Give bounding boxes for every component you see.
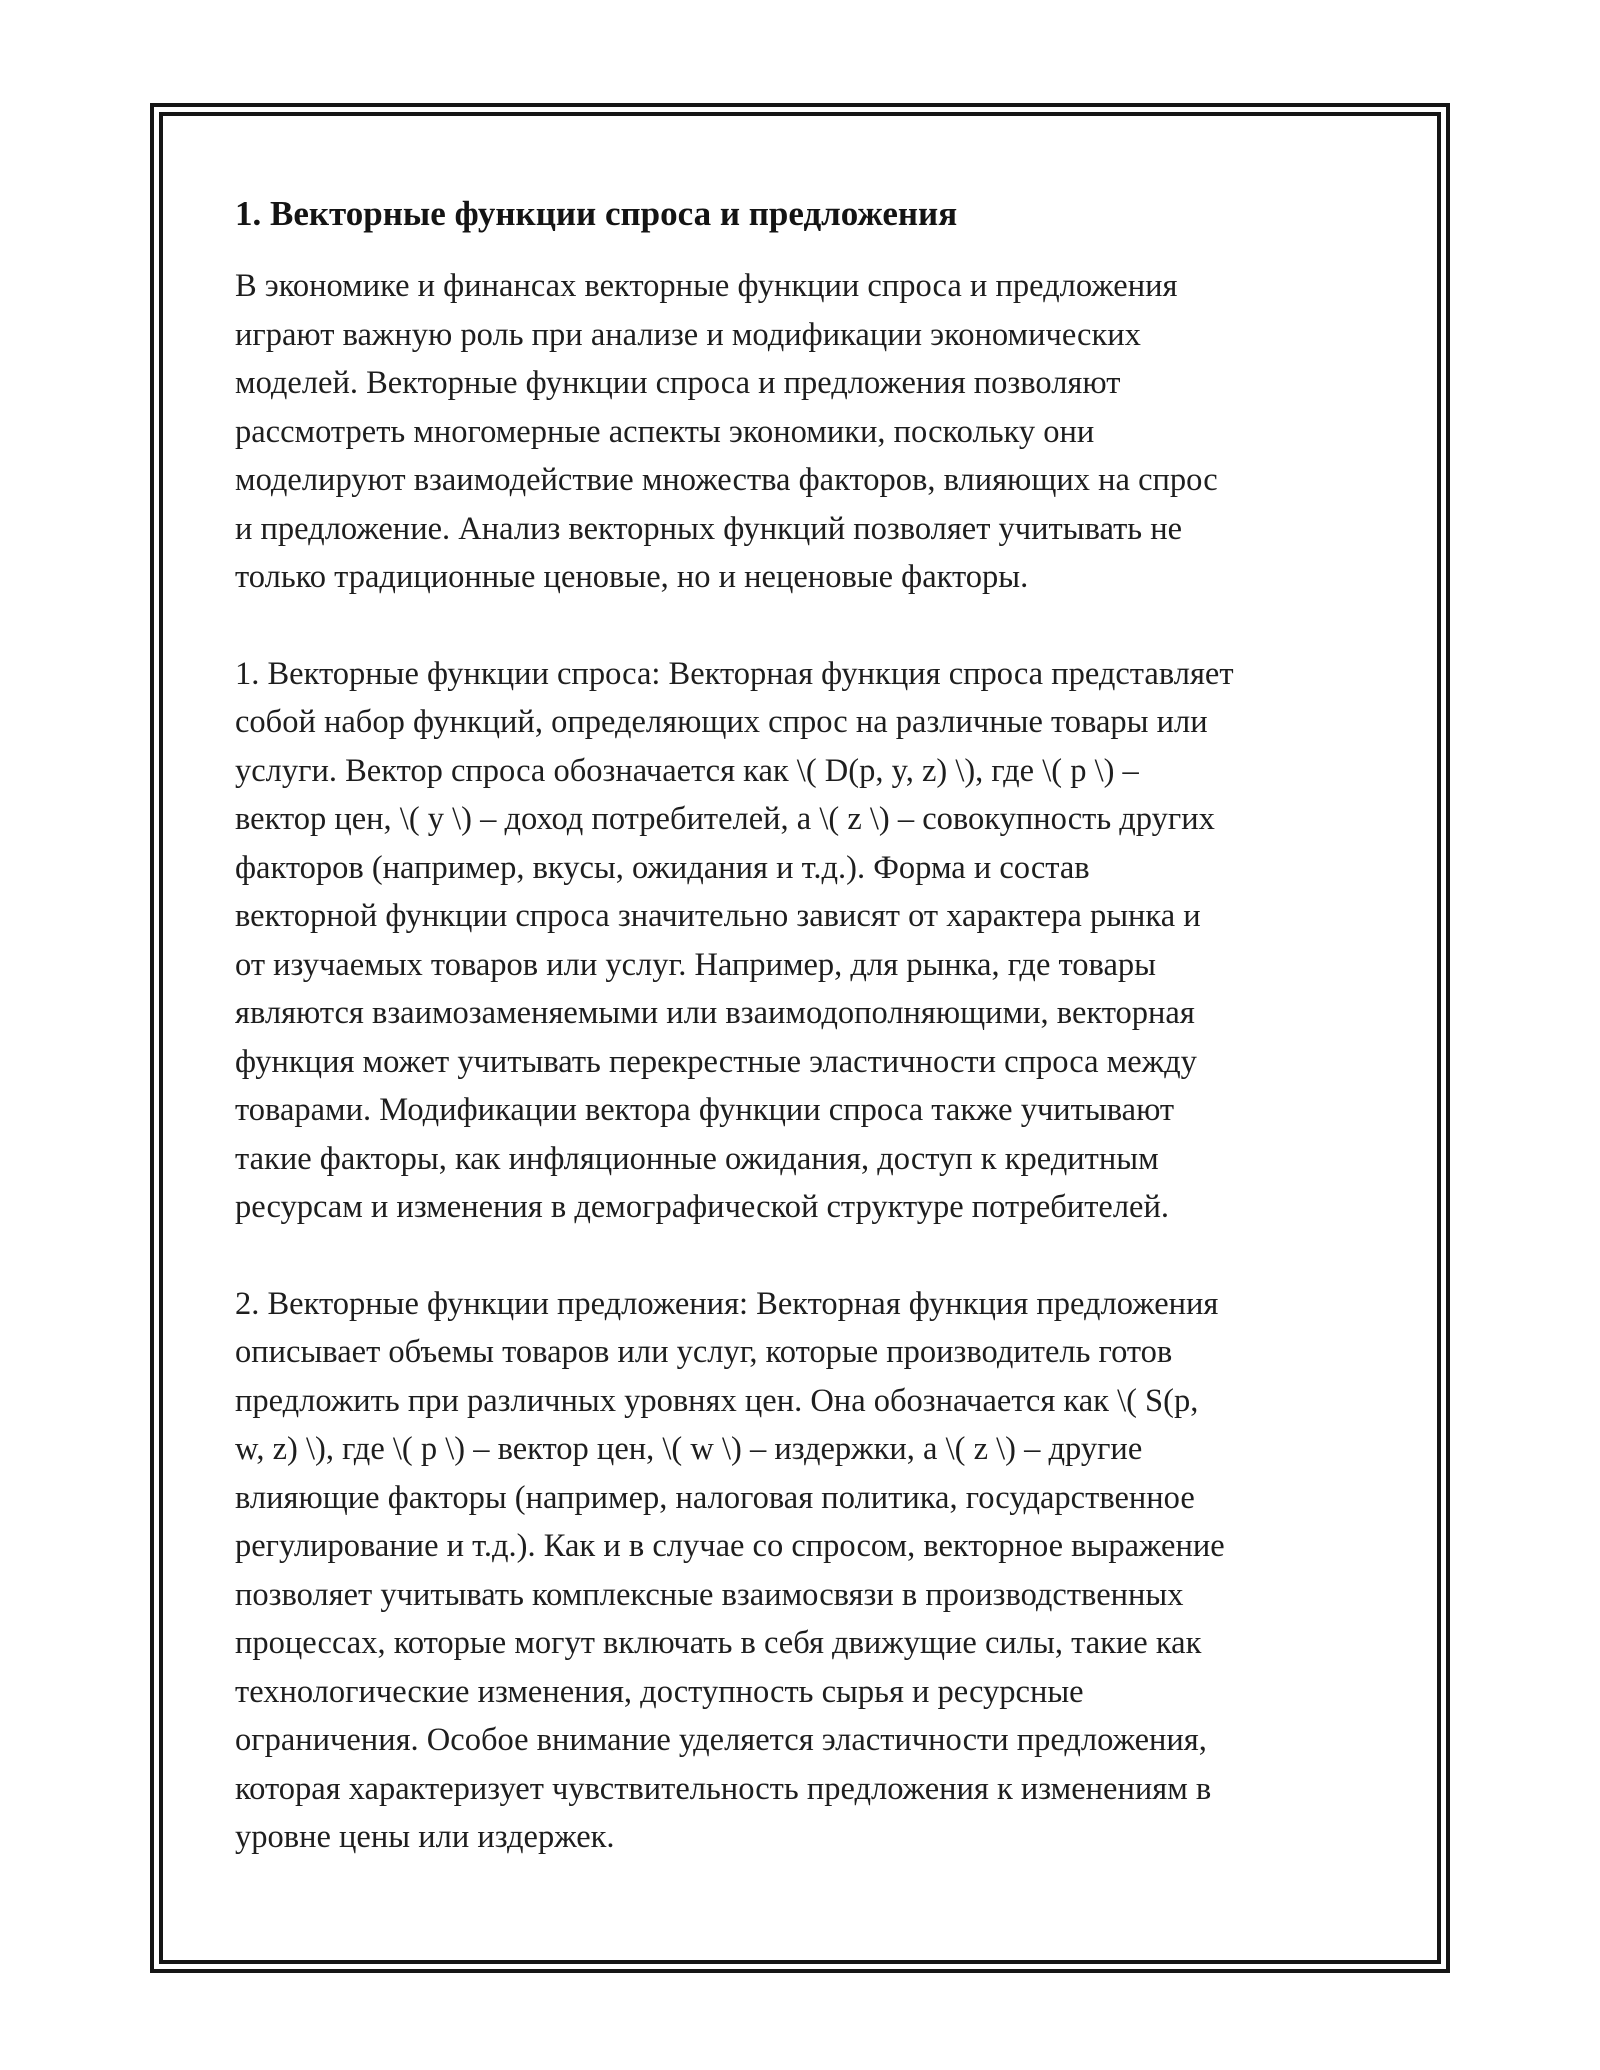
paragraph-line: такие факторы, как инфляционные ожидания, доступ к кредитным <box>235 1140 1159 1177</box>
paragraph-line: факторов (например, вкусы, ожидания и т.д.). Форма и состав <box>235 849 1090 886</box>
paragraph-line: рассмотреть многомерные аспекты экономики, поскольку они <box>235 413 1095 450</box>
paragraph-line: моделируют взаимодействие множества факторов, влияющих на спрос <box>235 462 1218 498</box>
paragraph-line: влияющие факторы (например, налоговая политика, государственное <box>235 1479 1195 1516</box>
paragraph-line: моделей. Векторные функции спроса и предложения позволяют <box>235 365 1121 401</box>
paragraph-line: векторной функции спроса значительно зависят от характера рынка и <box>235 898 1201 934</box>
paragraph-line: технологические изменения, доступность сырья и ресурсные <box>235 1673 1084 1710</box>
paragraph-line: услуги. Вектор спроса обозначается как \( D(p, y, z) \), где \( p \) – <box>235 752 1139 789</box>
paragraph-line: функция может учитывать перекрестные эластичности спроса между <box>235 1043 1197 1080</box>
paragraph-line: w, z) \), где \( p \) – вектор цен, \( w \) – издержки, а \( z \) – другие <box>235 1431 1143 1467</box>
paragraph-line: ограничения. Особое внимание уделяется эластичности предложения, <box>235 1722 1207 1758</box>
paragraph-line: вектор цен, \( y \) – доход потребителей, а \( z \) – совокупность других <box>235 801 1215 837</box>
paragraph-line: собой набор функций, определяющих спрос на различные товары или <box>235 704 1208 740</box>
paragraph-line: предложить при различных уровнях цен. Она обозначается как \( S(p, <box>235 1382 1199 1419</box>
paragraph-line: играют важную роль при анализе и модификации экономических <box>235 316 1141 353</box>
paragraph-line: позволяет учитывать комплексные взаимосвязи в производственных <box>235 1576 1184 1613</box>
paragraph-line: процессах, которые могут включать в себя движущие силы, такие как <box>235 1625 1202 1661</box>
paragraph-line: ресурсам и изменения в демографической структуре потребителей. <box>235 1189 1169 1225</box>
paragraph-line: товарами. Модификации вектора функции спроса также учитывают <box>235 1092 1175 1128</box>
paragraph-line: регулирование и т.д.). Как и в случае со спросом, векторное выражение <box>235 1528 1225 1564</box>
paragraph-line: 2. Векторные функции предложения: Векторная функция предложения <box>235 1285 1219 1322</box>
section-heading: 1. Векторные функции спроса и предложения <box>235 194 958 233</box>
paragraph-line: описывает объемы товаров или услуг, которые производитель готов <box>235 1334 1173 1370</box>
paragraph-line: и предложение. Анализ векторных функций позволяет учитывать не <box>235 510 1183 547</box>
paragraph-line: В экономике и финансах векторные функции спроса и предложения <box>235 268 1178 304</box>
document-body <box>235 188 1370 1910</box>
paragraph-line: только традиционные ценовые, но и неценовые факторы. <box>235 559 1029 595</box>
intro-paragraph <box>235 262 1370 602</box>
paragraph-line: являются взаимозаменяемыми или взаимодополняющими, векторная <box>235 995 1195 1031</box>
paragraph-line: которая характеризует чувствительность предложения к изменениям в <box>235 1770 1212 1807</box>
paragraph-line: от изучаемых товаров или услуг. Например, для рынка, где товары <box>235 946 1156 983</box>
demand-functions-paragraph <box>235 650 1370 1232</box>
paragraph-line: уровне цены или издержек. <box>235 1819 615 1855</box>
supply-functions-paragraph <box>235 1280 1370 1862</box>
paragraph-line: 1. Векторные функции спроса: Векторная функция спроса представляет <box>235 655 1234 692</box>
